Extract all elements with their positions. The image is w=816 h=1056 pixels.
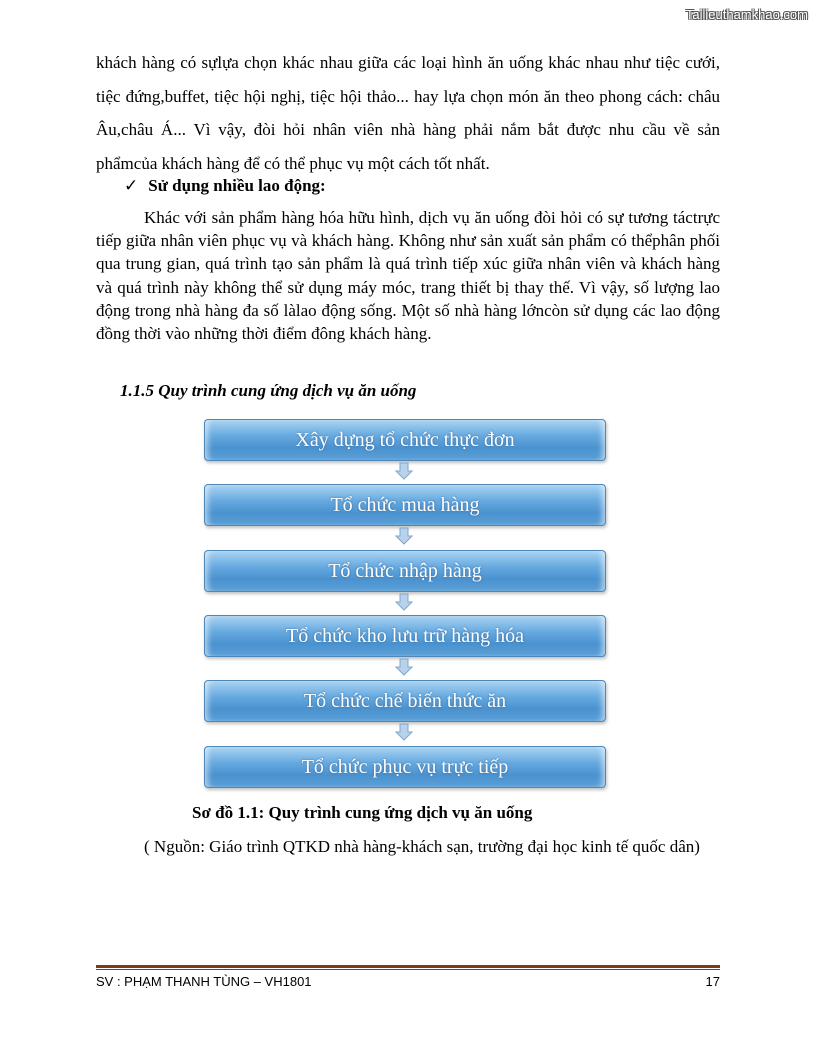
flow-step-2: Tổ chức mua hàng bbox=[204, 484, 606, 526]
footer-author: SV : PHẠM THANH TÙNG – VH1801 bbox=[96, 974, 312, 989]
section-heading: 1.1.5 Quy trình cung ứng dịch vụ ăn uống bbox=[120, 381, 417, 400]
checkmark-icon: ✓ bbox=[124, 176, 139, 195]
footer-rule bbox=[96, 965, 720, 968]
watermark: Tailieuthamkhao.com bbox=[685, 7, 808, 22]
bullet-label: Sử dụng nhiều lao động: bbox=[148, 176, 326, 195]
bullet-heading bbox=[124, 176, 326, 196]
down-arrow-icon bbox=[395, 462, 413, 480]
page-number: 17 bbox=[705, 974, 720, 989]
flow-step-6: Tổ chức phục vụ trực tiếp bbox=[204, 746, 606, 788]
down-arrow-icon bbox=[395, 658, 413, 676]
flow-step-1: Xây dựng tổ chức thực đơn bbox=[204, 419, 606, 461]
flow-step-3: Tổ chức nhập hàng bbox=[204, 550, 606, 592]
paragraph-1: khách hàng có sựlựa chọn khác nhau giữa các loại hình ăn uống khác nhau như tiệc cưới, tiệc đứng,buffet, tiệc hội nghị, tiệc hội thảo... hay lựa chọn món ăn theo phong cách: châu Âu,châu Á... Vì vậy, đòi hỏi nhân viên nhà hàng phải nắm bắt được nhu cầu về sản phẩmcủa khách hàng để có thể phục vụ một cách tốt nhất. bbox=[96, 53, 720, 173]
down-arrow-icon bbox=[395, 593, 413, 611]
flow-step-4: Tổ chức kho lưu trữ hàng hóa bbox=[204, 615, 606, 657]
source-note: ( Nguồn: Giáo trình QTKD nhà hàng-khách sạn, trường đại học kinh tế quốc dân) bbox=[144, 837, 700, 856]
down-arrow-icon bbox=[395, 723, 413, 741]
down-arrow-icon bbox=[395, 527, 413, 545]
paragraph-2: Khác với sản phẩm hàng hóa hữu hình, dịch vụ ăn uống đòi hỏi có sự tương táctrực tiếp giữa nhân viên phục vụ và khách hàng. Không như sản xuất sản phẩm có thểphân phối qua trung gian, quá trình tạo sản phẩm là quá trình tiếp xúc giữa nhân viên và khách hàng và quá trình này không thể sử dụng máy móc, trang thiết bị thay thế. Vì vậy, số lượng lao động trong nhà hàng đa số làlao động sống. Một số nhà hàng lớncòn sử dụng các lao động đồng thời vào những thời điểm đông khách hàng. bbox=[96, 208, 720, 344]
figure-caption: Sơ đồ 1.1: Quy trình cung ứng dịch vụ ăn uống bbox=[192, 803, 533, 822]
footer-rule-thin bbox=[96, 969, 720, 970]
flow-step-5: Tổ chức chế biến thức ăn bbox=[204, 680, 606, 722]
